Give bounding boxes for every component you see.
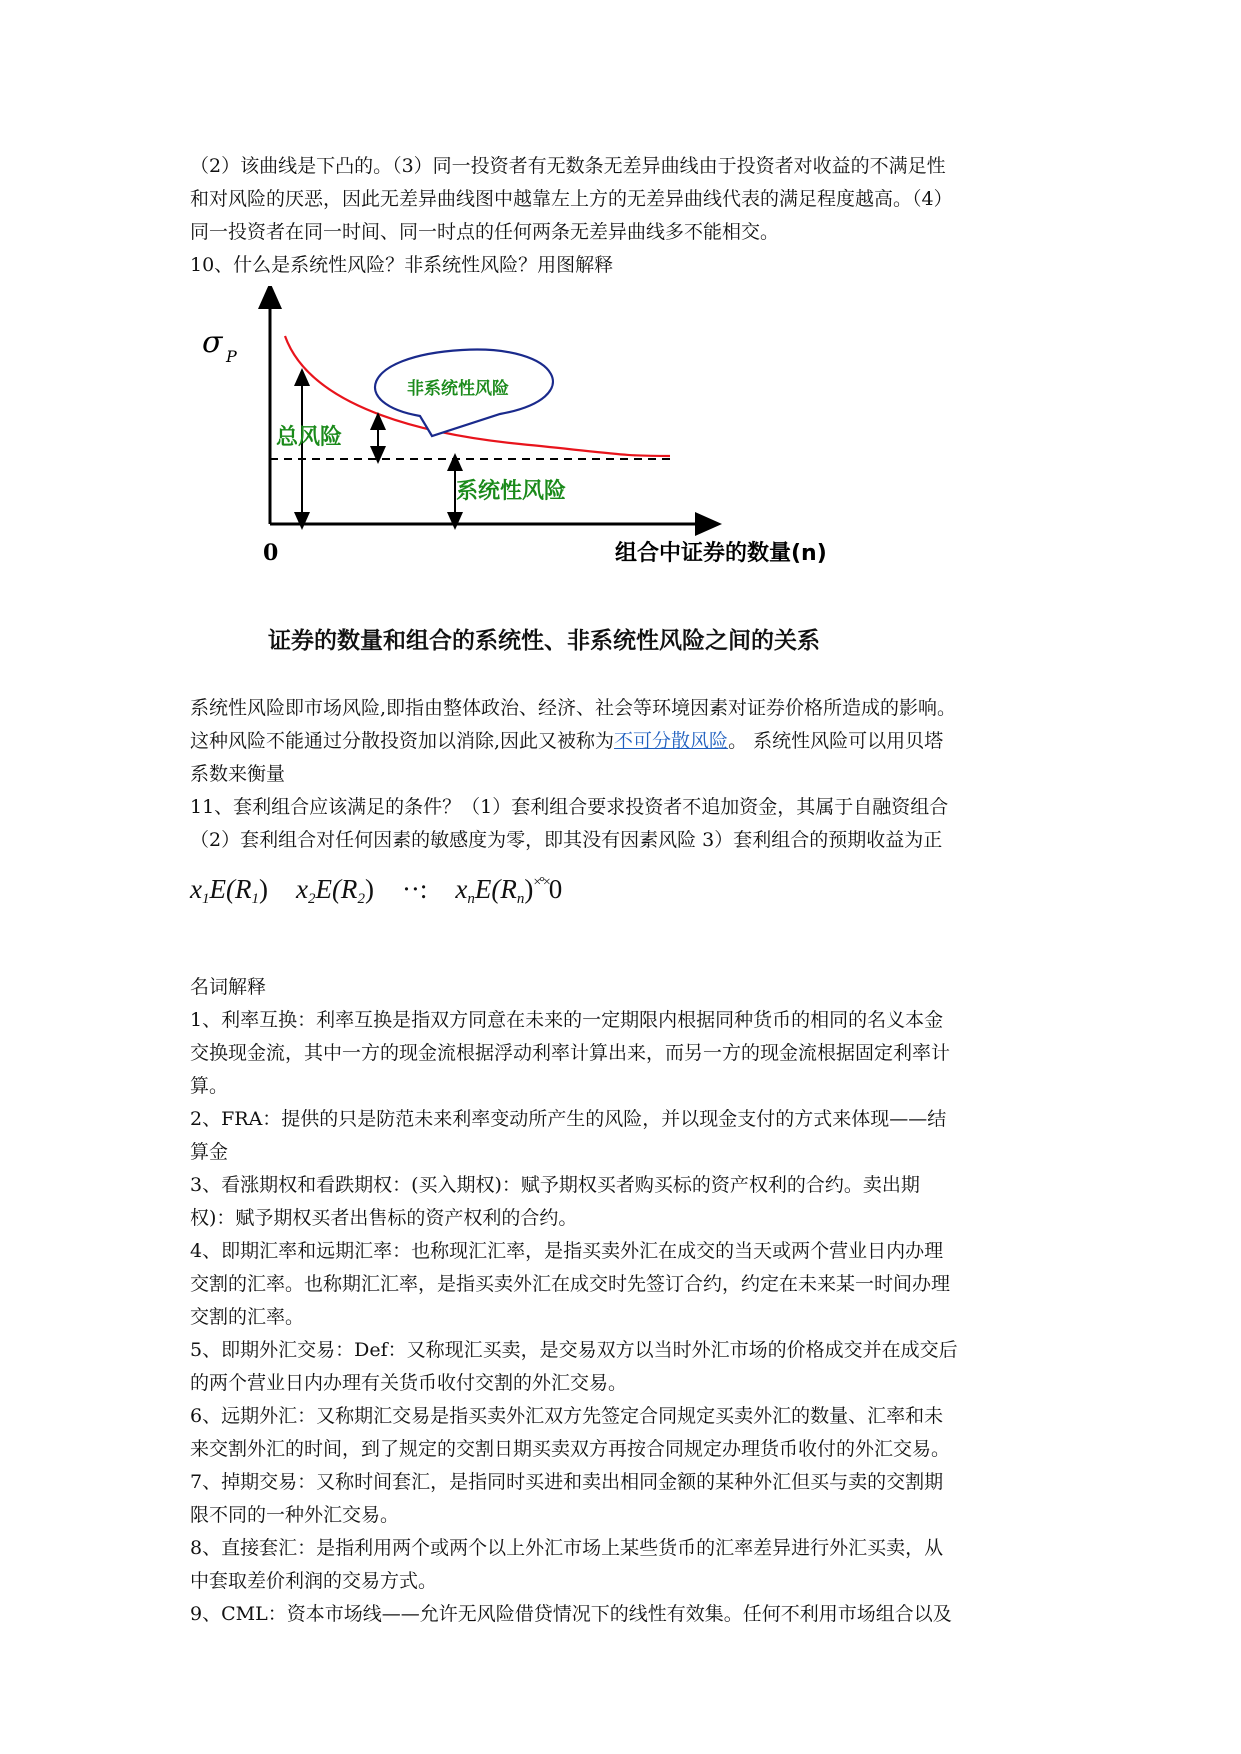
glossary-line: 8、直接套汇：是指利用两个或两个以上外汇市场上某些货币的汇率差异进行外汇买卖，从	[190, 1537, 944, 1559]
formula-x2: x	[295, 874, 308, 904]
glossary-line: 5、即期外汇交易：Def：又称现汇买卖，是交易双方以当时外汇市场的价格成交并在成交后	[190, 1339, 958, 1361]
intro-line-3: 同一投资者在同一时间、同一时点的任何两条无差异曲线多不能相交。	[190, 221, 780, 243]
glossary-line: 1、利率互换：利率互换是指双方同意在未来的一定期限内根据同种货币的相同的名义本金	[190, 1009, 944, 1031]
systematic-risk-line-2-tail: 。 系统性风险可以用贝塔	[728, 730, 944, 752]
formula-ern: E(R	[474, 874, 517, 904]
systematic-risk-label: 系统性风险	[456, 479, 567, 504]
glossary-line: 算。	[190, 1075, 229, 1097]
risk-diagram-svg	[190, 286, 1060, 616]
origin-label: 0	[263, 540, 279, 566]
glossary-line: 权)：赋予期权买者出售标的资产权利的合约。	[190, 1207, 578, 1229]
formula-x2-sub: 2	[307, 891, 316, 907]
glossary-line: 来交割外汇的时间，到了规定的交割日期买卖双方再按合同规定办理货币收付的外汇交易。	[190, 1438, 951, 1460]
figure-caption: 证券的数量和组合的系统性、非系统性风险之间的关系	[268, 628, 820, 654]
y-axis-label: σ	[202, 325, 223, 360]
y-axis-label-sub: P	[226, 347, 237, 366]
glossary-list	[190, 1004, 1060, 1631]
formula-close-2: )	[364, 874, 374, 904]
glossary-line: 4、即期汇率和远期汇率：也称现汇汇率，是指买卖外汇在成交的当天或两个营业日内办理	[190, 1240, 944, 1262]
formula-symbol: ×°×	[533, 875, 549, 890]
question-11-line-1: 11、套利组合应该满足的条件？（1）套利组合要求投资者不追加资金，其属于自融资组合	[190, 796, 949, 818]
intro-line-2: 和对风险的厌恶，因此无差异曲线图中越靠左上方的无差异曲线代表的满足程度越高。（4）	[190, 188, 953, 210]
formula-close-n: )	[524, 874, 534, 904]
formula-er1: E(R	[209, 874, 252, 904]
formula-zero: 0	[548, 874, 563, 904]
formula-r1-sub: 1	[251, 891, 259, 907]
formula-x1-sub: 1	[201, 891, 210, 907]
undiversifiable-risk-link[interactable]: 不可分散风险	[614, 730, 729, 752]
question-11-line-2: （2）套利组合对任何因素的敏感度为零，即其没有因素风险 3）套利组合的预期收益为正	[190, 829, 943, 851]
glossary-line: 交割的汇率。也称期汇汇率，是指买卖外汇在成交时先签订合约，约定在未来某一时间办理	[190, 1273, 951, 1295]
glossary-line: 2、FRA：提供的只是防范未来利率变动所产生的风险，并以现金支付的方式来体现——结	[190, 1108, 947, 1130]
glossary-line: 3、看涨期权和看跌期权：(买入期权)：赋予期权买者购买标的资产权利的合约。卖出期	[190, 1174, 920, 1196]
glossary-line: 的两个营业日内办理有关货币收付交割的外汇交易。	[190, 1372, 628, 1394]
document-body	[190, 150, 1060, 1631]
question-10: 10、什么是系统性风险？非系统性风险？用图解释	[190, 254, 614, 276]
glossary-line: 交换现金流，其中一方的现金流根据浮动利率计算出来，而另一方的现金流根据固定利率计	[190, 1042, 951, 1064]
glossary-line: 限不同的一种外汇交易。	[190, 1504, 400, 1526]
systematic-risk-line-3: 系数来衡量	[190, 763, 286, 785]
systematic-risk-line-2-text: 这种风险不能通过分散投资加以消除,因此又被称为	[190, 730, 615, 752]
formula-xn-sub: n	[467, 891, 475, 907]
formula-dots: ··:	[401, 874, 428, 904]
risk-diagram	[190, 286, 1060, 616]
glossary-line: 7、掉期交易：又称时间套汇，是指同时买进和卖出相同金额的某种外汇但买与卖的交割期	[190, 1471, 944, 1493]
glossary-line: 9、CML：资本市场线——允许无风险借贷情况下的线性有效集。任何不利用市场组合以及	[190, 1603, 952, 1625]
glossary-line: 6、远期外汇：又称期汇交易是指买卖外汇双方先签定合同规定买卖外汇的数量、汇率和未	[190, 1405, 944, 1427]
formula-xn: x	[455, 874, 468, 904]
formula-rn-sub: n	[516, 891, 525, 907]
glossary-line: 中套取差价利润的交易方式。	[190, 1570, 438, 1592]
formula-close-1: )	[258, 874, 268, 904]
arbitrage-formula	[190, 859, 1060, 911]
systematic-risk-line-1: 系统性风险即市场风险,即指由整体政治、经济、社会等环境因素对证券价格所造成的影响。	[190, 697, 957, 719]
glossary-title: 名词解释	[190, 976, 267, 998]
formula-x1: x	[190, 874, 202, 904]
glossary-line: 算金	[190, 1141, 229, 1163]
total-risk-label: 总风险	[276, 425, 343, 450]
intro-line-1: （2）该曲线是下凸的。（3）同一投资者有无数条无差异曲线由于投资者对收益的不满足性	[190, 155, 946, 177]
unsystematic-risk-label: 非系统性风险	[407, 379, 509, 399]
x-axis-label: 组合中证券的数量(n)	[615, 541, 827, 566]
formula-er2: E(R	[315, 874, 358, 904]
systematic-risk-line-2	[190, 725, 1060, 758]
formula-r2-sub: 2	[357, 891, 365, 907]
glossary-line: 交割的汇率。	[190, 1306, 305, 1328]
